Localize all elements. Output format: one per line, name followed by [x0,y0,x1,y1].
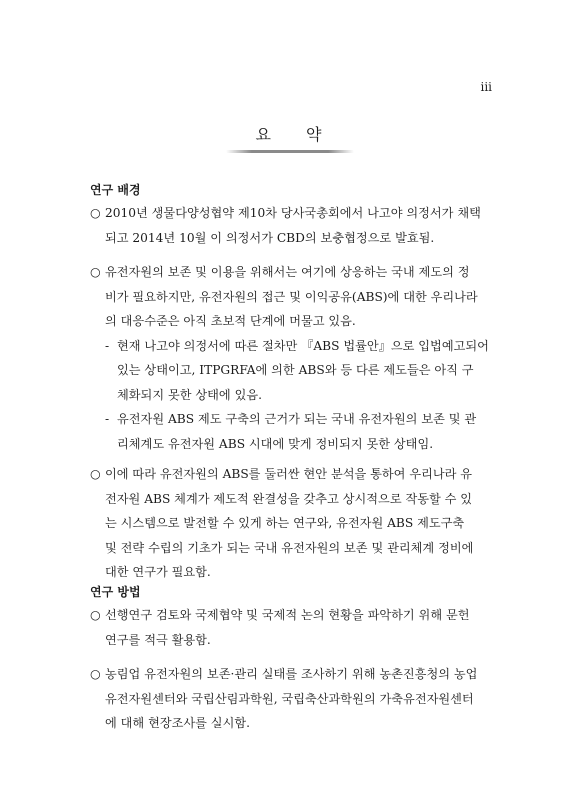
title-underline [226,150,354,153]
bullet-circle: ○ [90,667,101,681]
paragraph-line: 전자원 ABS 체계가 제도적 완결성을 갖추고 상시적으로 작동할 수 있 [105,491,473,506]
paragraph-line: 에 대해 현장조사를 실시함. [105,716,251,730]
paragraph-line: 비가 필요하지만, 유전자원의 접근 및 이익공유(ABS)에 대한 우리나라 [105,289,478,304]
dash-marker: - [105,412,110,426]
sub-item-line: - 유전자원 ABS 제도 구축의 근거가 되는 국내 유전자원의 보존 및 관 [90,407,500,432]
paragraph-4 [90,603,500,652]
paragraph-line: ○ 이에 따라 유전자원의 ABS를 둘러싼 현안 분석을 통하여 우리나라 유 [90,462,500,487]
paragraph-line: 및 전략 수립의 기초가 되는 국내 유전자원의 보존 및 관리체계 정비에 [105,540,474,555]
paragraph-line: ○ 농림업 유전자원의 보존·관리 실태를 조사하기 위해 농촌진흥청의 농업 [90,662,500,687]
bullet-circle: ○ [90,467,101,481]
dash-marker: - [105,338,110,353]
paragraph-line: 대한 연구가 필요함. [105,565,211,579]
paragraph-line: ○ 2010년 생물다양성협약 제10차 당사국총회에서 나고야 의정서가 채택 [90,201,500,226]
paragraph-line: 는 시스템으로 발전할 수 있게 하는 연구와, 유전자원 ABS 제도구축 [105,516,465,530]
sub-item-line: - 현재 나고야 의정서에 따른 절차만 『ABS 법률안』으로 입법예고되어 [90,334,500,359]
section-heading-method: 연구 방법 [90,585,141,599]
paragraph-line: 유전자원센터와 국립산림과학원, 국립축산과학원의 가축유전자원센터 [105,691,474,706]
summary-title: 요 약 [255,125,323,144]
paragraph-5 [90,662,500,736]
sub-item-line: 체화되지 못한 상태에 있음. [117,387,263,402]
sub-item-line: 리체계도 유전자원 ABS 시대에 맞게 정비되지 못한 상태임. [117,436,434,451]
paragraph-line: 연구를 적극 활용함. [105,632,211,647]
bullet-circle: ○ [90,265,101,279]
page-number: iii [480,80,492,94]
bullet-circle: ○ [90,608,101,622]
paragraph-line: 되고 2014년 10월 이 의정서가 CBD의 보충협정으로 발효됨. [105,230,435,245]
paragraph-1 [90,201,500,250]
bullet-circle: ○ [90,206,101,220]
section-heading-background: 연구 배경 [90,183,141,197]
paragraph-line: ○ 선행연구 검토와 국제협약 및 국제적 논의 현황을 파악하기 위해 문헌 [90,603,500,628]
paragraph-line: 의 대응수준은 아직 초보적 단계에 머물고 있음. [105,314,356,328]
paragraph-line: ○ 유전자원의 보존 및 이용을 위해서는 여기에 상응하는 국내 제도의 정 [90,260,500,285]
paragraph-2 [90,260,500,456]
sub-item-line: 있는 상태이고, ITPGRFA에 의한 ABS와 등 다른 제도들은 아직 구 [117,363,474,377]
paragraph-3 [90,462,500,585]
